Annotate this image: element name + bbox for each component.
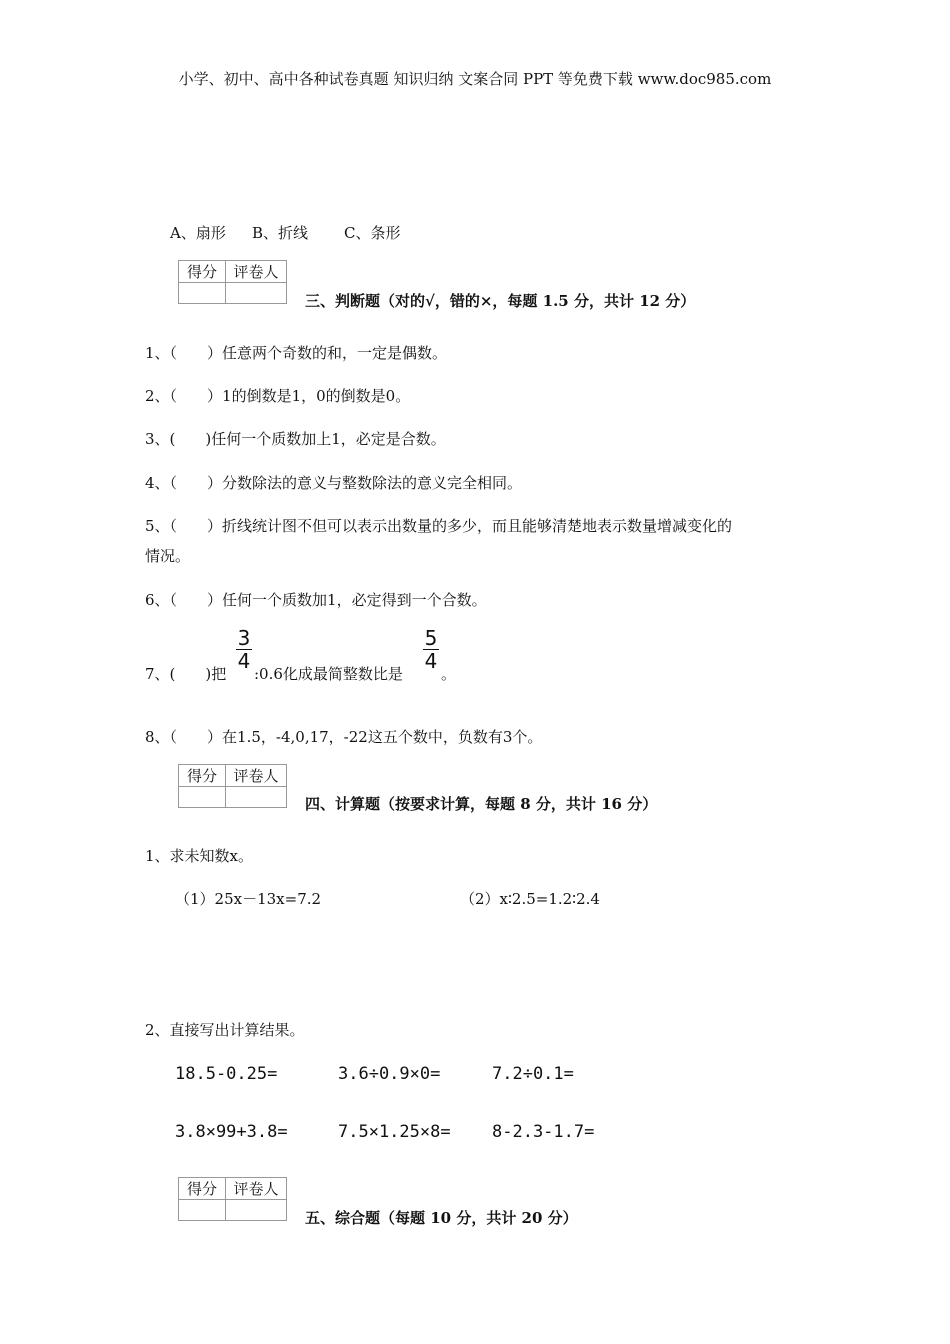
calc-expr-3: 7.2÷0.1= xyxy=(492,1064,574,1084)
judge-item-6: 6、（ ）任何一个质数加1，必定得到一个合数。 xyxy=(145,591,487,609)
option-a: A、扇形 xyxy=(170,224,226,242)
option-c: C、条形 xyxy=(344,224,401,242)
fraction-denominator: 4 xyxy=(424,649,438,673)
section4-title: 四、计算题（按要求计算，每题 8 分，共计 16 分） xyxy=(305,795,658,813)
section5-title: 五、综合题（每题 10 分，共计 20 分） xyxy=(305,1209,578,1227)
judge-item-4: 4、（ ）分数除法的意义与整数除法的意义完全相同。 xyxy=(145,474,523,492)
equation-1: （1）25x－13x=7.2 xyxy=(175,890,322,908)
calc-expr-5: 7.5×1.25×8= xyxy=(338,1122,451,1142)
calc-expr-6: 8-2.3-1.7= xyxy=(492,1122,595,1142)
grader-label: 评卷人 xyxy=(226,261,287,283)
page-header: 小学、初中、高中各种试卷真题 知识归纳 文案合同 PPT 等免费下载 www.doc985.com xyxy=(178,70,772,88)
fraction-five-quarters xyxy=(423,628,439,671)
score-cell[interactable] xyxy=(179,283,226,304)
score-label: 得分 xyxy=(179,261,226,283)
score-box-section5 xyxy=(178,1177,287,1221)
judge-item-5: 5、（ ）折线统计图不但可以表示出数量的多少，而且能够清楚地表示数量增减变化的 xyxy=(145,517,733,535)
calc-expr-4: 3.8×99+3.8= xyxy=(175,1122,288,1142)
fraction-denominator: 4 xyxy=(237,649,251,673)
fraction-numerator: 3 xyxy=(237,626,251,650)
calc-question-1: 1、求未知数x。 xyxy=(145,847,254,865)
judge-item-3: 3、( )任何一个质数加上1，必定是合数。 xyxy=(145,430,446,448)
calc-expr-1: 18.5-0.25= xyxy=(175,1064,278,1084)
judge-item-7-prefix: 7、( )把 xyxy=(145,665,227,683)
option-b: B、折线 xyxy=(252,224,309,242)
judge-item-8: 8、（ ）在1.5，-4,0,17，-22这五个数中，负数有3个。 xyxy=(145,728,543,746)
fraction-three-quarters xyxy=(236,628,252,671)
score-cell[interactable] xyxy=(179,787,226,808)
grader-label: 评卷人 xyxy=(226,765,287,787)
judge-item-7-suffix: 。 xyxy=(441,665,457,683)
score-cell[interactable] xyxy=(179,1200,226,1221)
judge-item-7-middle: :0.6化成最简整数比是 xyxy=(254,665,403,683)
grader-cell[interactable] xyxy=(226,1200,287,1221)
judge-item-1: 1、（ ）任意两个奇数的和，一定是偶数。 xyxy=(145,344,448,362)
calc-question-2: 2、直接写出计算结果。 xyxy=(145,1021,305,1039)
judge-item-5-cont: 情况。 xyxy=(145,547,191,565)
calc-expr-2: 3.6÷0.9×0= xyxy=(338,1064,441,1084)
equation-2: （2）x∶2.5=1.2∶2.4 xyxy=(460,890,600,908)
grader-label: 评卷人 xyxy=(226,1178,287,1200)
score-box-section3 xyxy=(178,260,287,304)
score-label: 得分 xyxy=(179,765,226,787)
grader-cell[interactable] xyxy=(226,283,287,304)
fraction-numerator: 5 xyxy=(424,626,438,650)
grader-cell[interactable] xyxy=(226,787,287,808)
judge-item-2: 2、（ ）1的倒数是1，0的倒数是0。 xyxy=(145,387,411,405)
score-label: 得分 xyxy=(179,1178,226,1200)
score-box-section4 xyxy=(178,764,287,808)
section3-title: 三、判断题（对的√，错的×，每题 1.5 分，共计 12 分） xyxy=(305,292,696,310)
